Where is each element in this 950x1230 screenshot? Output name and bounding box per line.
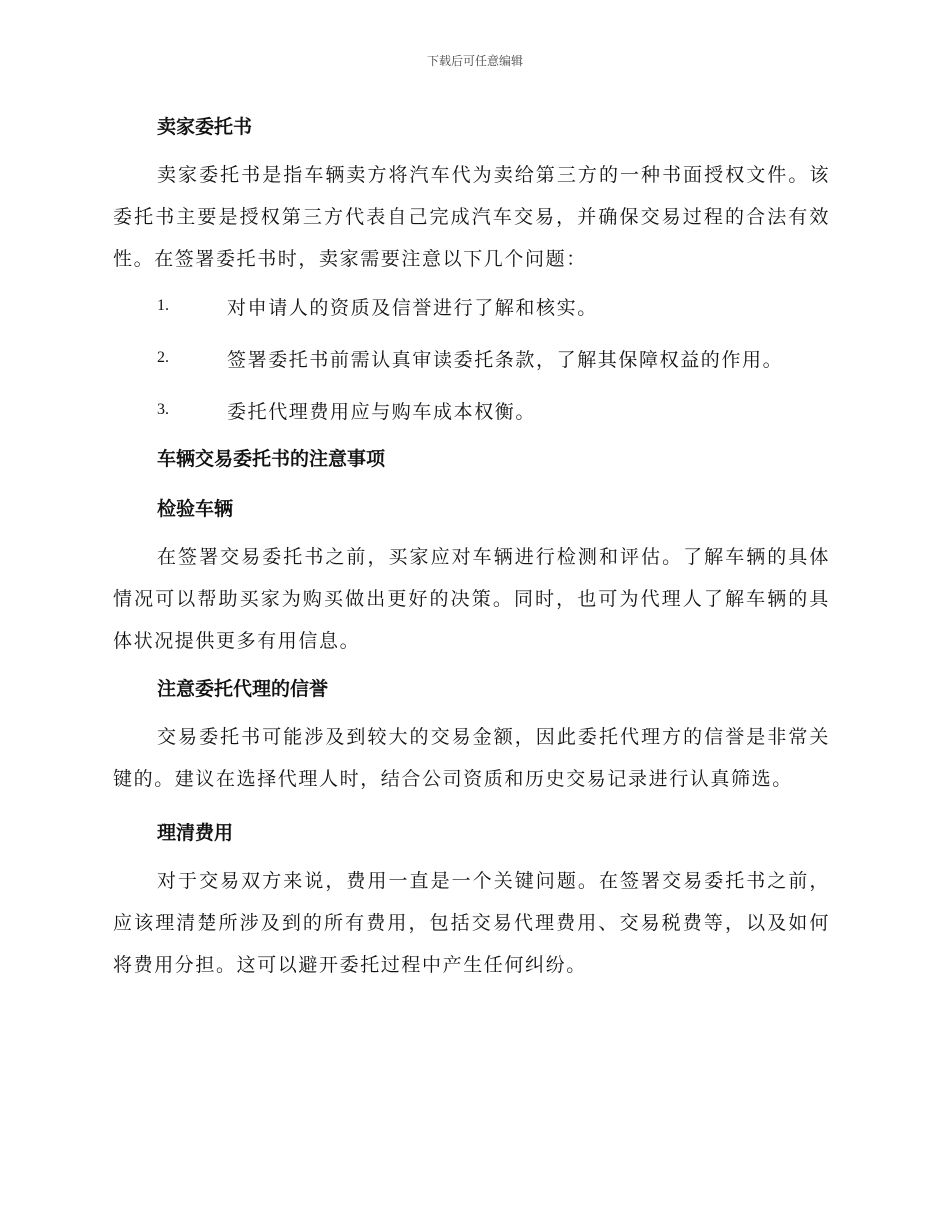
paragraph-inspect: 在签署交易委托书之前，买家应对车辆进行检测和评估。了解车辆的具体情况可以帮助买家为购买做出更好的决策。同时，也可为代理人了解车辆的具体状况提供更多有用信息。 (113, 546, 830, 652)
list-number: 1. (157, 297, 169, 314)
paragraph-seller: 卖家委托书是指车辆卖方将汽车代为卖给第三方的一种书面授权文件。该委托书主要是授权第三方代表自己完成汽车交易，并确保交易过程的合法有效性。在签署委托书时，卖家需要注意以下几个问题： (113, 164, 830, 270)
numbered-list (113, 280, 830, 436)
section-heading-inspect: 检验车辆 (157, 498, 234, 520)
list-number: 3. (157, 401, 169, 418)
list-text: 对申请人的资质及信誉进行了解和核实。 (227, 296, 598, 319)
list-item (113, 384, 830, 436)
paragraph-credit: 交易委托书可能涉及到较大的交易金额，因此委托代理方的信誉是非常关键的。建议在选择代理人时，结合公司资质和历史交易记录进行认真筛选。 (113, 726, 830, 790)
list-text: 委托代理费用应与购车成本权衡。 (227, 400, 537, 423)
section-heading-seller: 卖家委托书 (157, 116, 253, 138)
document-body (113, 104, 830, 986)
list-item (113, 332, 830, 384)
paragraph-fees: 对于交易双方来说，费用一直是一个关键问题。在签署交易委托书之前，应该理清楚所涉及到的所有费用，包括交易代理费用、交易税费等，以及如何将费用分担。这可以避开委托过程中产生任何纠纷。 (113, 870, 830, 976)
list-item (113, 280, 830, 332)
page-header: 下载后可任意编辑 (426, 54, 523, 68)
list-text: 签署委托书前需认真审读委托条款，了解其保障权益的作用。 (227, 348, 784, 371)
section-heading-fees: 理清费用 (157, 822, 234, 844)
list-number: 2. (157, 349, 169, 366)
section-heading-notes: 车辆交易委托书的注意事项 (157, 448, 386, 470)
section-heading-credit: 注意委托代理的信誉 (157, 678, 329, 700)
